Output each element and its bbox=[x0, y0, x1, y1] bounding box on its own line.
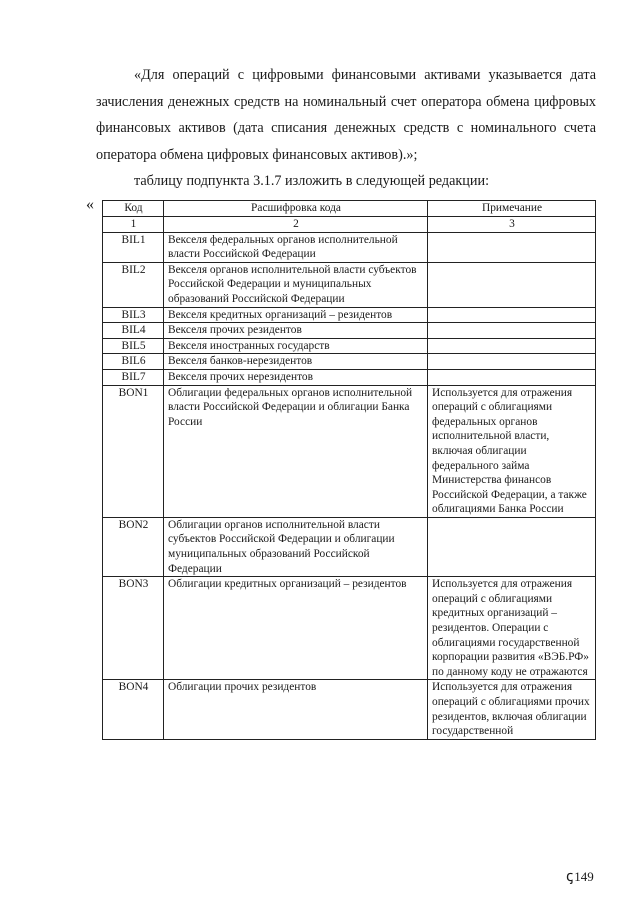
row-code: BON1 bbox=[103, 385, 164, 517]
row-code: BON3 bbox=[103, 577, 164, 680]
code-table bbox=[102, 200, 596, 740]
row-note bbox=[428, 517, 596, 576]
row-description: Облигации прочих резидентов bbox=[164, 680, 428, 739]
row-description: Векселя прочих резидентов bbox=[164, 323, 428, 339]
row-note: Используется для отражения операций с облигациями федеральных органов исполнительной власти, включая облигации федерального займа Министерства финансов Российской Федерации, а также облигациями Банка России bbox=[428, 385, 596, 517]
table-row bbox=[103, 517, 596, 576]
table-row bbox=[103, 577, 596, 680]
header-code: Код bbox=[103, 201, 164, 217]
row-description: Векселя прочих нерезидентов bbox=[164, 369, 428, 385]
row-note bbox=[428, 354, 596, 370]
row-description: Облигации кредитных организаций – резидентов bbox=[164, 577, 428, 680]
row-note bbox=[428, 262, 596, 307]
row-code: BIL1 bbox=[103, 232, 164, 262]
row-note bbox=[428, 232, 596, 262]
row-code: BIL4 bbox=[103, 323, 164, 339]
row-note bbox=[428, 323, 596, 339]
page-mark: ꞔ bbox=[566, 869, 574, 885]
column-number-2: 2 bbox=[164, 217, 428, 233]
page-number bbox=[566, 866, 594, 886]
header-description: Расшифровка кода bbox=[164, 201, 428, 217]
row-note bbox=[428, 369, 596, 385]
column-number-row bbox=[103, 217, 596, 233]
table-row bbox=[103, 323, 596, 339]
paragraph-1: «Для операций с цифровыми финансовыми активами указывается дата зачисления денежных средств на номинальный счет оператора обмена цифровых финансовых активов (дата списания денежных средств с номинального счета оператора обмена цифровых финансовых активов).»; bbox=[96, 67, 596, 163]
paragraph-2: таблицу подпункта 3.1.7 изложить в следующей редакции: bbox=[134, 173, 490, 189]
row-code: BIL2 bbox=[103, 262, 164, 307]
row-description: Векселя иностранных государств bbox=[164, 338, 428, 354]
table-row bbox=[103, 680, 596, 739]
row-description: Облигации федеральных органов исполнительной власти Российской Федерации и облигации Банка России bbox=[164, 385, 428, 517]
table-row bbox=[103, 232, 596, 262]
table-row bbox=[103, 369, 596, 385]
row-code: BIL5 bbox=[103, 338, 164, 354]
row-description: Облигации органов исполнительной власти субъектов Российской Федерации и облигации муниципальных образований Российской Федерации bbox=[164, 517, 428, 576]
table-row bbox=[103, 307, 596, 323]
row-code: BIL7 bbox=[103, 369, 164, 385]
table-body bbox=[103, 232, 596, 739]
table-row bbox=[103, 262, 596, 307]
row-description: Векселя органов исполнительной власти субъектов Российской Федерации и муниципальных образований Российской Федерации bbox=[164, 262, 428, 307]
header-note: Примечание bbox=[428, 201, 596, 217]
row-code: BON2 bbox=[103, 517, 164, 576]
row-description: Векселя банков-нерезидентов bbox=[164, 354, 428, 370]
row-note: Используется для отражения операций с облигациями прочих резидентов, включая облигации государственной bbox=[428, 680, 596, 739]
row-description: Векселя федеральных органов исполнительной власти Российской Федерации bbox=[164, 232, 428, 262]
table-header-row bbox=[103, 201, 596, 217]
row-description: Векселя кредитных организаций – резидентов bbox=[164, 307, 428, 323]
row-note: Используется для отражения операций с облигациями кредитных организаций – резидентов. Операции с облигациями государственной корпорации развития «ВЭБ.РФ» по данному коду не отражаются bbox=[428, 577, 596, 680]
table-row bbox=[103, 354, 596, 370]
row-code: BON4 bbox=[103, 680, 164, 739]
table-row bbox=[103, 385, 596, 517]
table-row bbox=[103, 338, 596, 354]
opening-quote-mark: « bbox=[86, 196, 94, 213]
page-number-value: 149 bbox=[574, 869, 594, 884]
column-number-1: 1 bbox=[103, 217, 164, 233]
row-note bbox=[428, 307, 596, 323]
row-note bbox=[428, 338, 596, 354]
row-code: BIL6 bbox=[103, 354, 164, 370]
row-code: BIL3 bbox=[103, 307, 164, 323]
column-number-3: 3 bbox=[428, 217, 596, 233]
